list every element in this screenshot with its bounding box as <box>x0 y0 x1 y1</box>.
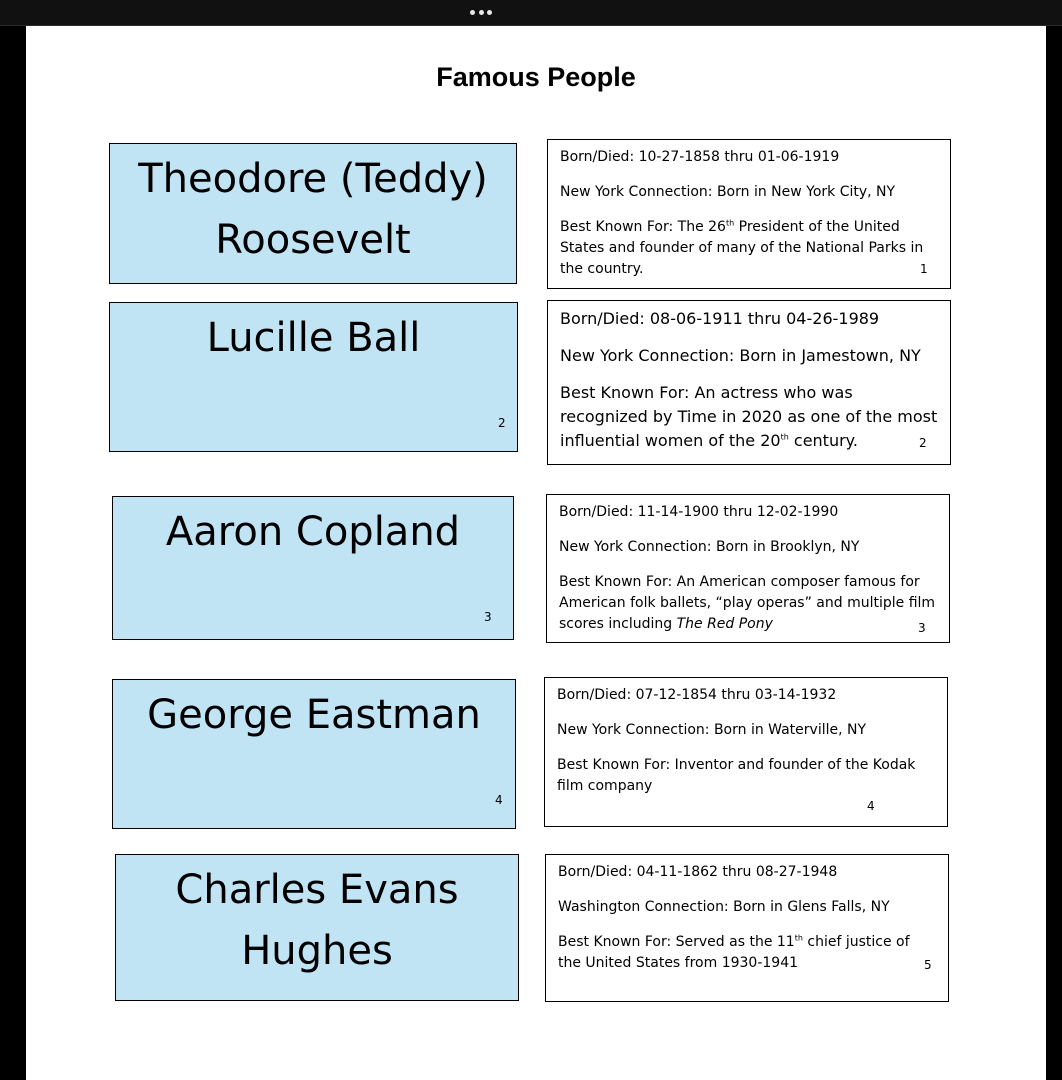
person-name: George Eastman <box>147 692 481 738</box>
info-number: 2 <box>919 436 927 450</box>
name-box-copland <box>112 496 514 640</box>
page-title: Famous People <box>436 62 636 92</box>
name-number: 4 <box>495 793 503 807</box>
born-died: Born/Died: 11-14-1900 thru 12-02-1990 <box>559 504 839 520</box>
person-name: Charles Evans Hughes <box>175 867 459 974</box>
name-number: 2 <box>498 416 506 430</box>
connection: Washington Connection: Born in Glens Falls, NY <box>558 899 890 915</box>
info-box-eastman <box>544 677 948 827</box>
info-number: 4 <box>867 799 875 813</box>
name-box-ball <box>109 302 518 452</box>
best-known-for: Best Known For: The 26th President of the United States and founder of many of the National Parks in the country. <box>560 218 924 277</box>
person-name: Lucille Ball <box>206 315 421 361</box>
best-known-for: Best Known For: An American composer famous for American folk ballets, “play operas” and multiple film scores including The Red Pony <box>559 574 936 632</box>
info-box-ball <box>547 300 951 465</box>
document-page <box>26 26 1046 1080</box>
top-toolbar <box>0 0 1062 26</box>
info-number: 3 <box>918 621 926 635</box>
best-known-for: Best Known For: An actress who was recognized by Time in 2020 as one of the most influential women of the 20th century. <box>560 383 938 450</box>
more-horizontal-icon[interactable] <box>470 9 492 15</box>
person-name: Theodore (Teddy) Roosevelt <box>138 156 488 263</box>
info-number: 5 <box>924 958 932 972</box>
name-box-roosevelt <box>109 143 517 284</box>
info-box-hughes <box>545 854 949 1002</box>
born-died: Born/Died: 08-06-1911 thru 04-26-1989 <box>560 309 880 328</box>
info-box-copland <box>546 494 950 643</box>
connection: New York Connection: Born in New York City, NY <box>560 184 896 200</box>
best-known-for: Best Known For: Served as the 11th chief justice of the United States from 1930-1941 <box>558 933 910 971</box>
born-died: Born/Died: 04-11-1862 thru 08-27-1948 <box>558 864 838 880</box>
connection: New York Connection: Born in Brooklyn, NY <box>559 539 860 555</box>
name-box-eastman <box>112 679 516 829</box>
born-died: Born/Died: 07-12-1854 thru 03-14-1932 <box>557 687 837 703</box>
connection: New York Connection: Born in Waterville, NY <box>557 722 867 738</box>
connection: New York Connection: Born in Jamestown, NY <box>560 346 921 365</box>
born-died: Born/Died: 10-27-1858 thru 01-06-1919 <box>560 149 840 165</box>
info-number: 1 <box>920 262 928 276</box>
person-name: Aaron Copland <box>165 509 461 555</box>
best-known-for: Best Known For: Inventor and founder of the Kodak film company <box>557 757 916 794</box>
name-number: 3 <box>484 610 492 624</box>
info-box-roosevelt <box>547 139 951 289</box>
name-box-hughes <box>115 854 519 1001</box>
